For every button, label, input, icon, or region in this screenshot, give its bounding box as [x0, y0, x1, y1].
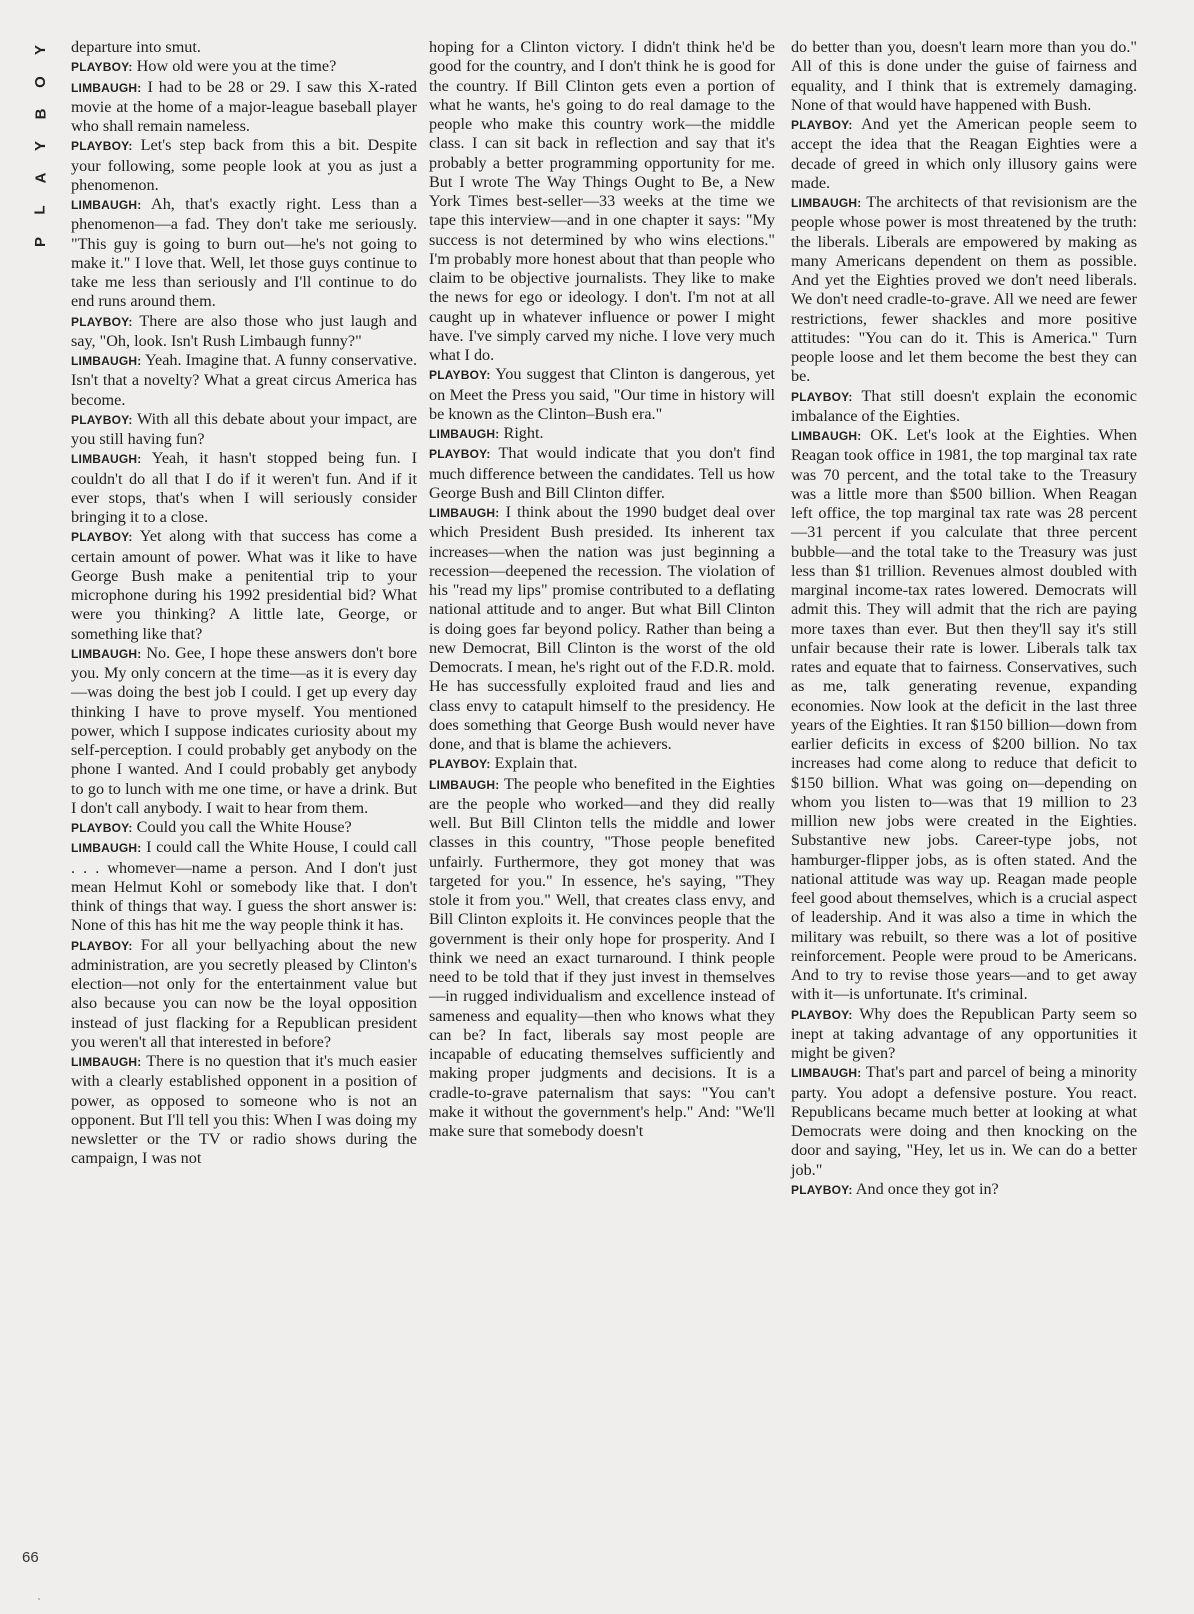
- text-column-1: [71, 38, 417, 1169]
- interview-paragraph: [429, 424, 775, 444]
- interview-paragraph: [791, 426, 1137, 1005]
- speaker-label: LIMBAUGH:: [791, 1066, 862, 1081]
- speaker-label: PLAYBOY:: [791, 1007, 853, 1022]
- interview-paragraph: [71, 1052, 417, 1169]
- interview-paragraph: [791, 1180, 1137, 1200]
- paragraph-text: The architects of that revisionism are the people whose power is most threatened by the truth: the liberals. Liberals are empowered by making as many Americans dependent on them as possible. And yet the Eighties proved we don't need liberals. We don't need cradle-to-grave. All we need are fewer restrictions, fewer shackles and more positive attitudes: "You can do it. This is America." Turn people loose and let them become the best they can be.: [791, 193, 1137, 386]
- sidebar-letter: O: [31, 76, 49, 88]
- speaker-label: PLAYBOY:: [71, 530, 133, 545]
- interview-paragraph: [791, 115, 1137, 193]
- interview-paragraph: [71, 136, 417, 195]
- interview-paragraph: [71, 449, 417, 527]
- sidebar-letter: A: [32, 172, 49, 184]
- paragraph-text: And yet the American people seem to accept the idea that the Reagan Eighties were a decade of greed in which only illusory gains were made.: [791, 115, 1137, 192]
- paragraph-text: Yet along with that success has come a certain amount of power. What was it like to have George Bush make a penitential trip to your microphone during his 1992 presidential bid? What were you thinking? A little late, George, or something like that?: [71, 527, 417, 643]
- interview-paragraph: [71, 195, 417, 312]
- page-number: 66: [22, 1549, 39, 1566]
- paragraph-text: Right.: [503, 424, 544, 442]
- speaker-label: LIMBAUGH:: [71, 841, 142, 856]
- sidebar-letter: L: [31, 205, 49, 215]
- sidebar-letter: B: [32, 108, 49, 120]
- interview-paragraph: [71, 38, 417, 57]
- interview-paragraph: [429, 503, 775, 754]
- paragraph-text: I could call the White House, I could call . . . whomever—name a person. And I don't just mean Helmut Kohl or somebody like that. I don't think of things that way. I guess the short answer is: None of this has hit me the way people think it has.: [71, 838, 418, 935]
- text-column-2: [429, 38, 775, 1141]
- paragraph-text: No. Gee, I hope these answers don't bore you. My only concern at the time—as it is every day—was doing the best job I could. I get up every day thinking I have to prove myself. You mentioned power, which I suppose indicates curiosity about my self-perception. I could probably get anybody on the phone I wanted. And I could probably get anybody to go to lunch with me one time, or have a drink. But I don't call anybody. I wait to hear from them.: [71, 643, 417, 817]
- interview-paragraph: [71, 351, 417, 410]
- paragraph-text: OK. Let's look at the Eighties. When Reagan took office in 1981, the top marginal tax rate was 70 percent, and the total take to the Treasury was a little more than $500 billion. When Reagan left office, the top marginal tax rate was 28 percent—31 percent if you calculate that three percent bubble—and the total take to the Treasury was just less than $1 trillion. Revenues almost doubled with marginal income-tax rates lowered. Democrats will admit this. They will admit that the rich are paying more taxes than ever. But then they'll say it's still unfair because their rate is lower. Liberals talk tax rates and equate that to fairness. Conservatives, such as me, talk generating revenue, expanding economies. Now look at the deficit in the last three years of the Eighties. It ran $150 billion—down from earlier deficits in excess of $200 billion. No tax increases had come along to reduce that deficit to $150 billion. What was going on—depending on whom you listen to—was that 19 million to 23 million new jobs were created in the Eighties. Substantive new jobs. Career-type jobs, not hamburger-flipper jobs, as is often stated. And the national attitude was way up. Reagan made people feel good about themselves, which is a crucial aspect of leadership. And it was also a time in which the military was rebuilt, so there was a lot of positive reinforcement. People were proud to be Americans. And to try to revise those years—and to get away with it—is unfortunate. It's criminal.: [791, 426, 1137, 1004]
- paragraph-text: Ah, that's exactly right. Less than a phenomenon—a fad. They don't take me seriously. "This guy is going to burn out—he's not going to make it." I love that. Well, let those guys continue to take me less than seriously and I'll continue to do end runs around them.: [71, 195, 418, 311]
- speaker-label: LIMBAUGH:: [429, 777, 500, 792]
- interview-paragraph: [71, 312, 417, 352]
- interview-paragraph: [71, 410, 417, 450]
- speaker-label: PLAYBOY:: [429, 447, 491, 462]
- speaker-label: LIMBAUGH:: [71, 80, 142, 95]
- interview-paragraph: [71, 644, 417, 818]
- sidebar-letter: P: [31, 236, 49, 248]
- interview-paragraph: [791, 1063, 1137, 1180]
- speaker-label: LIMBAUGH:: [71, 452, 142, 467]
- paragraph-text: I think about the 1990 budget deal over which President Bush presided. Its inherent tax increases—when the nation was just beginning a recession—deepened the recession. The violation of his "read my lips" promise contributed to a deflating national attitude and to anger. But what Bill Clinton is doing goes far beyond policy. Rather than being a new Democrat, Bill Clinton is the worst of the old Democrats. I mean, he's right out of the F.D.R. mold. He has successfully exploited fraud and lies and class envy to catapult himself to the presidency. He does something that George Bush would never have done, and that is blame the achievers.: [429, 503, 776, 753]
- interview-paragraph: [791, 193, 1137, 387]
- paragraph-text: For all your bellyaching about the new administration, are you secretly pleased by Clinton's election—not only for the entertainment value but also because you can now be the loyal opposition instead of just flacking for a Republican president you weren't all that interested in before?: [71, 935, 418, 1051]
- speaker-label: PLAYBOY:: [71, 412, 133, 427]
- paragraph-text: The people who benefited in the Eighties are the people who worked—and they did really well. But Bill Clinton tells the middle and lower classes in this country, "Those people benefited unfairly. Furthermore, they got money that was targeted for you." In essence, he's saying, "They stole it from you." Well, that creates class envy, and Bill Clinton exploits it. He convinces people that the government is their only hope for prosperity. And I think we need an exact turnaround. I think people need to be told that if they just invest in themselves—in rugged individualism and excellence instead of sameness and equality—then who knows what they can be? In fact, liberals say most people are incapable of educating themselves sufficiently and making proper judgments and decisions. It is a cradle-to-grave paternalism that says: "You can't make it without the government's help." And: "We'll make sure that somebody doesn't: [429, 774, 775, 1140]
- speaker-label: PLAYBOY:: [791, 1182, 853, 1197]
- magazine-sidebar: [30, 38, 52, 254]
- speaker-label: LIMBAUGH:: [71, 354, 142, 368]
- paragraph-text: There are also those who just laugh and say, "Oh, look. Isn't Rush Limbaugh funny?": [71, 311, 417, 350]
- speaker-label: LIMBAUGH:: [71, 198, 142, 212]
- page-speck: [38, 1598, 40, 1600]
- paragraph-text: do better than you, doesn't learn more than you do." All of this is done under the guise of fairness and equality, and I think that is extremely damaging. None of that would have happened with Bush.: [791, 38, 1137, 114]
- speaker-label: LIMBAUGH:: [791, 429, 862, 443]
- interview-paragraph: [429, 365, 775, 424]
- text-column-3: [791, 38, 1137, 1200]
- paragraph-text: And once they got in?: [855, 1179, 999, 1198]
- paragraph-text: departure into smut.: [71, 38, 201, 56]
- speaker-label: LIMBAUGH:: [791, 196, 862, 210]
- paragraph-text: I had to be 28 or 29. I saw this X-rated movie at the home of a major-league baseball player who shall remain nameless.: [71, 77, 417, 135]
- interview-paragraph: [429, 38, 775, 365]
- paragraph-text: Let's step back from this a bit. Despite your following, some people look at you as just a phenomenon.: [71, 136, 417, 194]
- paragraph-text: With all this debate about your impact, are you still having fun?: [71, 409, 417, 448]
- sidebar-letter: Y: [31, 140, 49, 152]
- speaker-label: PLAYBOY:: [71, 60, 133, 75]
- paragraph-text: That would indicate that you don't find much difference between the candidates. Tell us how George Bush and Bill Clinton differ.: [429, 444, 775, 502]
- speaker-label: PLAYBOY:: [71, 139, 133, 154]
- interview-paragraph: [429, 754, 775, 774]
- speaker-label: PLAYBOY:: [791, 118, 853, 132]
- sidebar-letter: Y: [31, 44, 49, 56]
- interview-paragraph: [429, 775, 775, 1142]
- interview-paragraph: [71, 838, 417, 935]
- speaker-label: PLAYBOY:: [429, 368, 491, 383]
- speaker-label: PLAYBOY:: [71, 938, 133, 953]
- speaker-label: PLAYBOY:: [71, 314, 133, 329]
- speaker-label: LIMBAUGH:: [429, 506, 500, 520]
- interview-paragraph: [71, 78, 417, 137]
- paragraph-text: How old were you at the time?: [136, 57, 337, 76]
- paragraph-text: Yeah, it hasn't stopped being fun. I couldn't do all that I do if it weren't fun. And if it ever stops, that's when I will seriously consider bringing it to a close.: [71, 449, 417, 526]
- interview-paragraph: [71, 57, 417, 77]
- interview-paragraph: [791, 387, 1137, 427]
- speaker-label: PLAYBOY:: [429, 757, 491, 772]
- speaker-label: LIMBAUGH:: [71, 1055, 142, 1069]
- paragraph-text: Yeah. Imagine that. A funny conservative. Isn't that a novelty? What a great circus America has become.: [71, 351, 417, 409]
- interview-paragraph: [71, 818, 417, 838]
- interview-paragraph: [791, 1005, 1137, 1064]
- interview-paragraph: [71, 527, 417, 644]
- paragraph-text: hoping for a Clinton victory. I didn't think he'd be good for the country, and I don't think he is good for the country. If Bill Clinton gets even a portion of what he wants, he's going to do real damage to the people who make this country work—the middle class. I can sit back in reflection and say that it's probably a better programming opportunity for me. But I wrote The Way Things Ought to Be, a New York Times best-seller—33 weeks at the time we tape this interview—and in one chapter it says: "My success is not determined by who wins elections." I'm probably more honest about that than people who claim to be objective journalists. They like to make the news for ego or ideology. I don't. I'm not at all caught up in whatever influence or power I might have. I've simply carved my niche. I love very much what I do.: [429, 38, 775, 364]
- interview-paragraph: [429, 444, 775, 503]
- speaker-label: PLAYBOY:: [791, 389, 853, 404]
- speaker-label: PLAYBOY:: [71, 821, 133, 835]
- speaker-label: LIMBAUGH:: [71, 646, 142, 661]
- interview-paragraph: [71, 936, 417, 1053]
- paragraph-text: Could you call the White House?: [136, 818, 352, 836]
- paragraph-text: There is no question that it's much easier with a clearly established opponent in a position of power, as opposed to someone who is not an opponent. But I'll tell you this: When I was doing my newsletter or the TV or radio shows during the campaign, I was not: [71, 1052, 417, 1168]
- paragraph-text: You suggest that Clinton is dangerous, yet on Meet the Press you said, "Our time in history will be known as the Clinton–Bush era.": [429, 365, 776, 423]
- speaker-label: LIMBAUGH:: [429, 427, 500, 441]
- paragraph-text: That's part and parcel of being a minority party. You adopt a defensive posture. You react. Republicans became much better at looking at what Democrats were doing and then knocking on the door and saying, "Hey, let us in. We can do a better job.": [791, 1063, 1138, 1179]
- paragraph-text: Why does the Republican Party seem so inept at taking advantage of any opportunities it might be given?: [791, 1004, 1137, 1062]
- paragraph-text: Explain that.: [494, 754, 578, 773]
- interview-paragraph: [791, 38, 1137, 115]
- paragraph-text: That still doesn't explain the economic imbalance of the Eighties.: [791, 386, 1137, 425]
